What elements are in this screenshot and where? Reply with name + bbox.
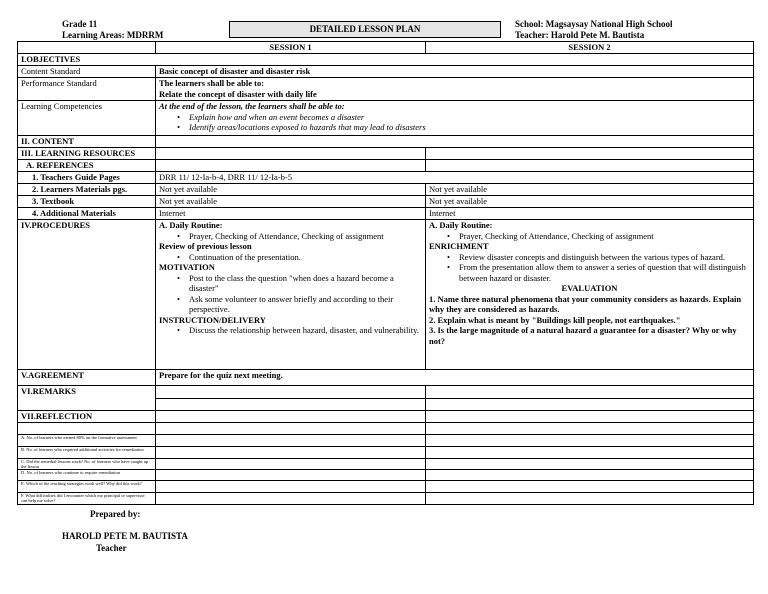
empty-cell (156, 411, 426, 423)
table-row (18, 172, 754, 184)
learners-materials-s2: Not yet available (426, 184, 754, 196)
table-row (18, 481, 754, 493)
teachers-guide-label: 1. Teachers Guide Pages (18, 172, 156, 184)
table-row (18, 101, 754, 136)
content-standard-label: Content Standard (18, 66, 156, 78)
routine-item: • Prayer, Checking of Attendance, Checking of assignment (189, 231, 422, 242)
empty-cell (156, 386, 426, 399)
empty-cell (426, 148, 754, 160)
reflection-heading: VII.REFLECTION (18, 411, 156, 423)
table-row (18, 370, 754, 386)
performance-standard-line: Relate the concept of disaster with daily life (159, 88, 317, 99)
empty-cell (426, 399, 754, 411)
additional-materials-s1: Internet (156, 208, 426, 220)
enrichment-item: • From the presentation allow them to answer a series of question that will distinguish between hazard or disaster. (459, 262, 750, 283)
additional-materials-s2: Internet (426, 208, 754, 220)
table-row (18, 54, 754, 66)
empty-cell (426, 459, 754, 470)
performance-standard-label: Performance Standard (18, 78, 156, 101)
table-row (18, 160, 754, 172)
reflection-item-c: C. Did the remedial lessons work? No. of learners who have caught up the lesson (18, 459, 156, 470)
empty-cell (156, 136, 754, 148)
textbook-s1: Not yet available (156, 196, 426, 208)
table-row (18, 411, 754, 423)
procedures-session-1 (156, 220, 426, 370)
empty-cell (426, 423, 754, 435)
textbook-label: 3. Textbook (18, 196, 156, 208)
table-row (18, 493, 754, 505)
agreement-value: Prepare for the quiz next meeting. (156, 370, 754, 386)
competency-item: • Explain how and when an event becomes a disaster (189, 112, 750, 123)
signatory-role: Teacher (96, 543, 127, 553)
instruction-label: INSTRUCTION/DELIVERY (159, 314, 266, 325)
motivation-label: MOTIVATION (159, 262, 215, 272)
table-row (18, 136, 754, 148)
reflection-item-d: D. No. of learners who continue to require remediation (18, 470, 156, 481)
reflection-item-e: E. Which of the teaching strategies work well? Why did this work? (18, 481, 156, 493)
session-1-header: SESSION 1 (156, 42, 426, 54)
additional-materials-label: 4. Additional Materials (18, 208, 156, 220)
grade-label: Grade 11 (62, 19, 98, 29)
table-row (18, 386, 754, 399)
table-row (18, 196, 754, 208)
reflection-item-f: F. What difficulties did I encounter which my principal or supervisor can help me solve? (18, 493, 156, 505)
content-heading: II. CONTENT (18, 136, 156, 148)
session-header-row (18, 42, 754, 54)
performance-standard-value (156, 78, 754, 101)
competencies-label: Learning Competencies (18, 101, 156, 136)
daily-routine-label: A. Daily Routine: (159, 220, 223, 230)
header-right (515, 19, 673, 41)
teacher-label: Teacher: Harold Pete M. Bautista (515, 30, 645, 40)
evaluation-label: EVALUATION (561, 283, 618, 293)
review-label: Review of previous lesson (159, 241, 252, 251)
evaluation-item: 3. Is the large magnitude of a natural hazard a guarantee for a disaster? Why or why not? (429, 325, 737, 346)
session-2-header: SESSION 2 (426, 42, 754, 54)
learners-materials-s1: Not yet available (156, 184, 426, 196)
table-row (18, 459, 754, 470)
evaluation-item: 2. Explain what is meant by "Buildings kill people, not earthquakes." (429, 314, 681, 325)
instruction-item: • Discuss the relationship between hazard, disaster, and vulnerability. (189, 325, 422, 336)
competencies-intro: At the end of the lesson, the learners shall be able to: (159, 101, 345, 111)
routine-item: • Prayer, Checking of Attendance, Checking of assignment (459, 231, 750, 242)
enrichment-item: • Review disaster concepts and distinguish between the various types of hazard. (459, 252, 750, 263)
remarks-heading: VI.REMARKS (18, 386, 156, 411)
empty-cell (156, 435, 426, 447)
empty-cell (426, 386, 754, 399)
empty-cell (426, 435, 754, 447)
table-row (18, 423, 754, 435)
empty-cell (156, 481, 426, 493)
empty-cell (156, 148, 426, 160)
references-heading: A. REFERENCES (18, 160, 156, 172)
lesson-plan-table (17, 41, 754, 505)
empty-cell (156, 447, 426, 459)
table-row (18, 78, 754, 101)
school-label: School: Magsaysay National High School (515, 19, 673, 29)
evaluation-item: 1. Name three natural phenomena that your community considers as hazards. Explain why they are considered as hazards. (429, 293, 742, 314)
empty-cell (426, 481, 754, 493)
enrichment-label: ENRICHMENT (429, 241, 489, 251)
empty-cell (156, 493, 426, 505)
empty-cell (156, 470, 426, 481)
document-title: DETAILED LESSON PLAN (229, 21, 501, 38)
table-row (18, 447, 754, 459)
empty-cell (156, 399, 426, 411)
table-row (18, 66, 754, 78)
header-left (62, 19, 163, 41)
table-row (18, 208, 754, 220)
reflection-item-b: B. No. of learners who required additional activities for remediation (18, 447, 156, 459)
resources-heading: III. LEARNING RESOURCES (18, 148, 156, 160)
empty-cell (426, 447, 754, 459)
performance-standard-line: The learners shall be able to: (159, 78, 265, 88)
objectives-heading: I.OBJECTIVES (18, 54, 754, 66)
table-row (18, 184, 754, 196)
procedures-session-2 (426, 220, 754, 370)
textbook-s2: Not yet available (426, 196, 754, 208)
table-row (18, 470, 754, 481)
review-item: • Continuation of the presentation. (189, 252, 422, 263)
reflection-item-a: A. No. of learners who earned 80% on the formative assessment (18, 435, 156, 447)
empty-cell (426, 411, 754, 423)
competency-item: • Identify areas/locations exposed to hazards that may lead to disasters (189, 122, 750, 133)
prepared-by-label: Prepared by: (90, 509, 141, 519)
procedures-heading: IV.PROCEDURES (18, 220, 156, 370)
signatory-name: HAROLD PETE M. BAUTISTA (62, 531, 188, 541)
table-row (18, 148, 754, 160)
daily-routine-label: A. Daily Routine: (429, 220, 493, 230)
empty-cell (426, 493, 754, 505)
empty-cell (426, 470, 754, 481)
agreement-heading: V.AGREEMENT (18, 370, 156, 386)
learning-areas-label: Learning Areas: MDRRM (62, 30, 164, 40)
motivation-item: • Post to the class the question "when does a hazard become a disaster" (189, 273, 422, 294)
empty-cell (156, 423, 426, 435)
blank-cell (18, 42, 156, 54)
empty-cell (156, 459, 426, 470)
empty-cell (156, 160, 426, 172)
teachers-guide-value: DRR 11/ 12-Ia-b-4, DRR 11/ 12-Ia-b-5 (156, 172, 754, 184)
empty-cell (426, 160, 754, 172)
motivation-item: • Ask some volunteer to answer briefly and according to their perspective. (189, 294, 422, 315)
competencies-value (156, 101, 754, 136)
table-row (18, 220, 754, 370)
content-standard-value: Basic concept of disaster and disaster risk (156, 66, 754, 78)
empty-cell (18, 423, 156, 435)
table-row (18, 435, 754, 447)
learners-materials-label: 2. Learners Materials pgs. (18, 184, 156, 196)
